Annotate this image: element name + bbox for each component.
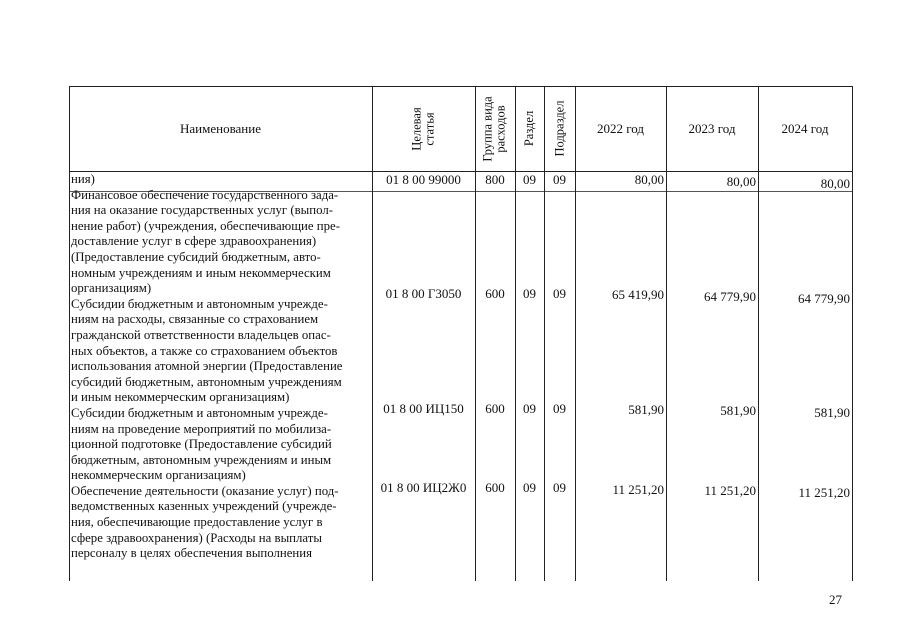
name-line: Финансовое обеспечение государственного зада- xyxy=(71,187,339,202)
value-2024-cell: 80,00 xyxy=(820,176,850,191)
name-line: номным учреждениям и иным некоммерческим xyxy=(71,265,331,280)
value-2022-cell: 80,00 xyxy=(634,172,664,187)
header-group-label xyxy=(482,96,508,161)
value-2022-cell: 65 419,90 xyxy=(612,287,664,302)
name-line: использования атомной энергии (Предоставление xyxy=(71,359,343,374)
page-number: 27 xyxy=(829,592,842,607)
section-cell: 09 xyxy=(523,401,536,416)
header-subsection xyxy=(544,86,575,171)
group-cell: 600 xyxy=(485,480,505,495)
name-line: ниям на расходы, связанные со страхованием xyxy=(71,312,319,327)
header-group xyxy=(475,86,515,171)
header-subsection-label: Подраздел xyxy=(552,100,566,157)
header-section xyxy=(515,86,544,171)
name-line: ния на оказание государственных услуг (выпол- xyxy=(71,203,334,218)
section-cell: 09 xyxy=(523,480,536,495)
header-2024-label: 2024 год xyxy=(781,120,829,136)
subsection-cell: 09 xyxy=(553,401,566,416)
section-cell: 09 xyxy=(523,286,536,301)
name-line: ния, обеспечивающие предоставление услуг в xyxy=(71,515,323,530)
name-line: организациям) xyxy=(71,281,152,296)
name-line: нение работ) (учреждения, обеспечивающие пре- xyxy=(71,218,340,233)
name-line: ния) xyxy=(71,172,95,186)
name-line: субсидий бюджетным, автономным учреждениям xyxy=(71,374,342,389)
header-target xyxy=(372,86,475,171)
name-line: сфере здравоохранения) (Расходы на выплаты xyxy=(71,530,322,545)
name-line: (Предоставление субсидий бюджетным, авто- xyxy=(71,249,321,264)
name-line: Субсидии бюджетным и автономным учрежде- xyxy=(71,405,328,420)
table-right-border xyxy=(852,86,853,581)
target-cell: 01 8 00 ИЦ2Ж0 xyxy=(380,480,467,495)
header-group-line: расходов xyxy=(494,104,509,153)
value-2024-cell: 64 779,90 xyxy=(798,291,850,306)
value-2023-cell: 80,00 xyxy=(726,174,756,189)
group-cell: 600 xyxy=(485,286,505,301)
value-2022-cell: 581,90 xyxy=(628,402,664,417)
header-name xyxy=(69,86,372,171)
name-line: ционной подготовке (Предоставление субсидий xyxy=(71,437,332,452)
header-2023 xyxy=(666,86,758,171)
header-2022 xyxy=(575,86,666,171)
value-2023-cell: 581,90 xyxy=(720,403,756,418)
header-target-line: статья xyxy=(422,111,437,146)
name-line: Обеспечение деятельности (оказание услуг) под- xyxy=(71,483,339,498)
target-cell: 01 8 00 ИЦ150 xyxy=(383,401,464,416)
value-2024-cell: 581,90 xyxy=(814,405,850,420)
name-line: ведомственных казенных учреждений (учрежде- xyxy=(71,499,337,514)
name-line: доставление услуг в сфере здравоохранения) xyxy=(71,234,317,249)
name-line: персоналу в целях обеспечения выполнения xyxy=(71,546,313,561)
name-line: некоммерческим организациям) xyxy=(71,468,246,483)
header-target-label xyxy=(411,107,437,150)
target-cell: 01 8 00 99000 xyxy=(386,172,461,187)
value-2024-cell: 11 251,20 xyxy=(798,485,850,500)
section-cell: 09 xyxy=(523,172,536,187)
header-target-line: Целевая xyxy=(409,106,424,151)
group-cell: 800 xyxy=(485,172,505,187)
subsection-cell: 09 xyxy=(553,172,566,187)
name-line: бюджетным, автономным учреждениям и иным xyxy=(71,452,332,467)
value-2022-cell: 11 251,20 xyxy=(612,482,664,497)
budget-table xyxy=(69,86,853,581)
header-group-line: Группа вида xyxy=(481,95,496,162)
target-cell: 01 8 00 Г3050 xyxy=(385,286,462,301)
value-2023-cell: 64 779,90 xyxy=(704,289,756,304)
name-column xyxy=(71,172,371,562)
name-line: и иным некоммерческим организациям) xyxy=(71,390,290,405)
subsection-cell: 09 xyxy=(553,480,566,495)
name-line: гражданской ответственности владельцев опас- xyxy=(71,327,331,342)
header-2024 xyxy=(758,86,852,171)
group-cell: 600 xyxy=(485,401,505,416)
name-line: ных объектов, а также со страхованием объектов xyxy=(71,343,338,358)
subsection-cell: 09 xyxy=(553,286,566,301)
name-line: Субсидии бюджетным и автономным учрежде- xyxy=(71,296,328,311)
header-name-label: Наименование xyxy=(180,120,261,136)
name-line: ниям на проведение мероприятий по мобилиза- xyxy=(71,421,332,436)
header-section-label: Раздел xyxy=(522,110,537,147)
header-2022-label: 2022 год xyxy=(597,120,644,136)
value-2023-cell: 11 251,20 xyxy=(704,483,756,498)
header-2023-label: 2023 год xyxy=(688,120,736,136)
